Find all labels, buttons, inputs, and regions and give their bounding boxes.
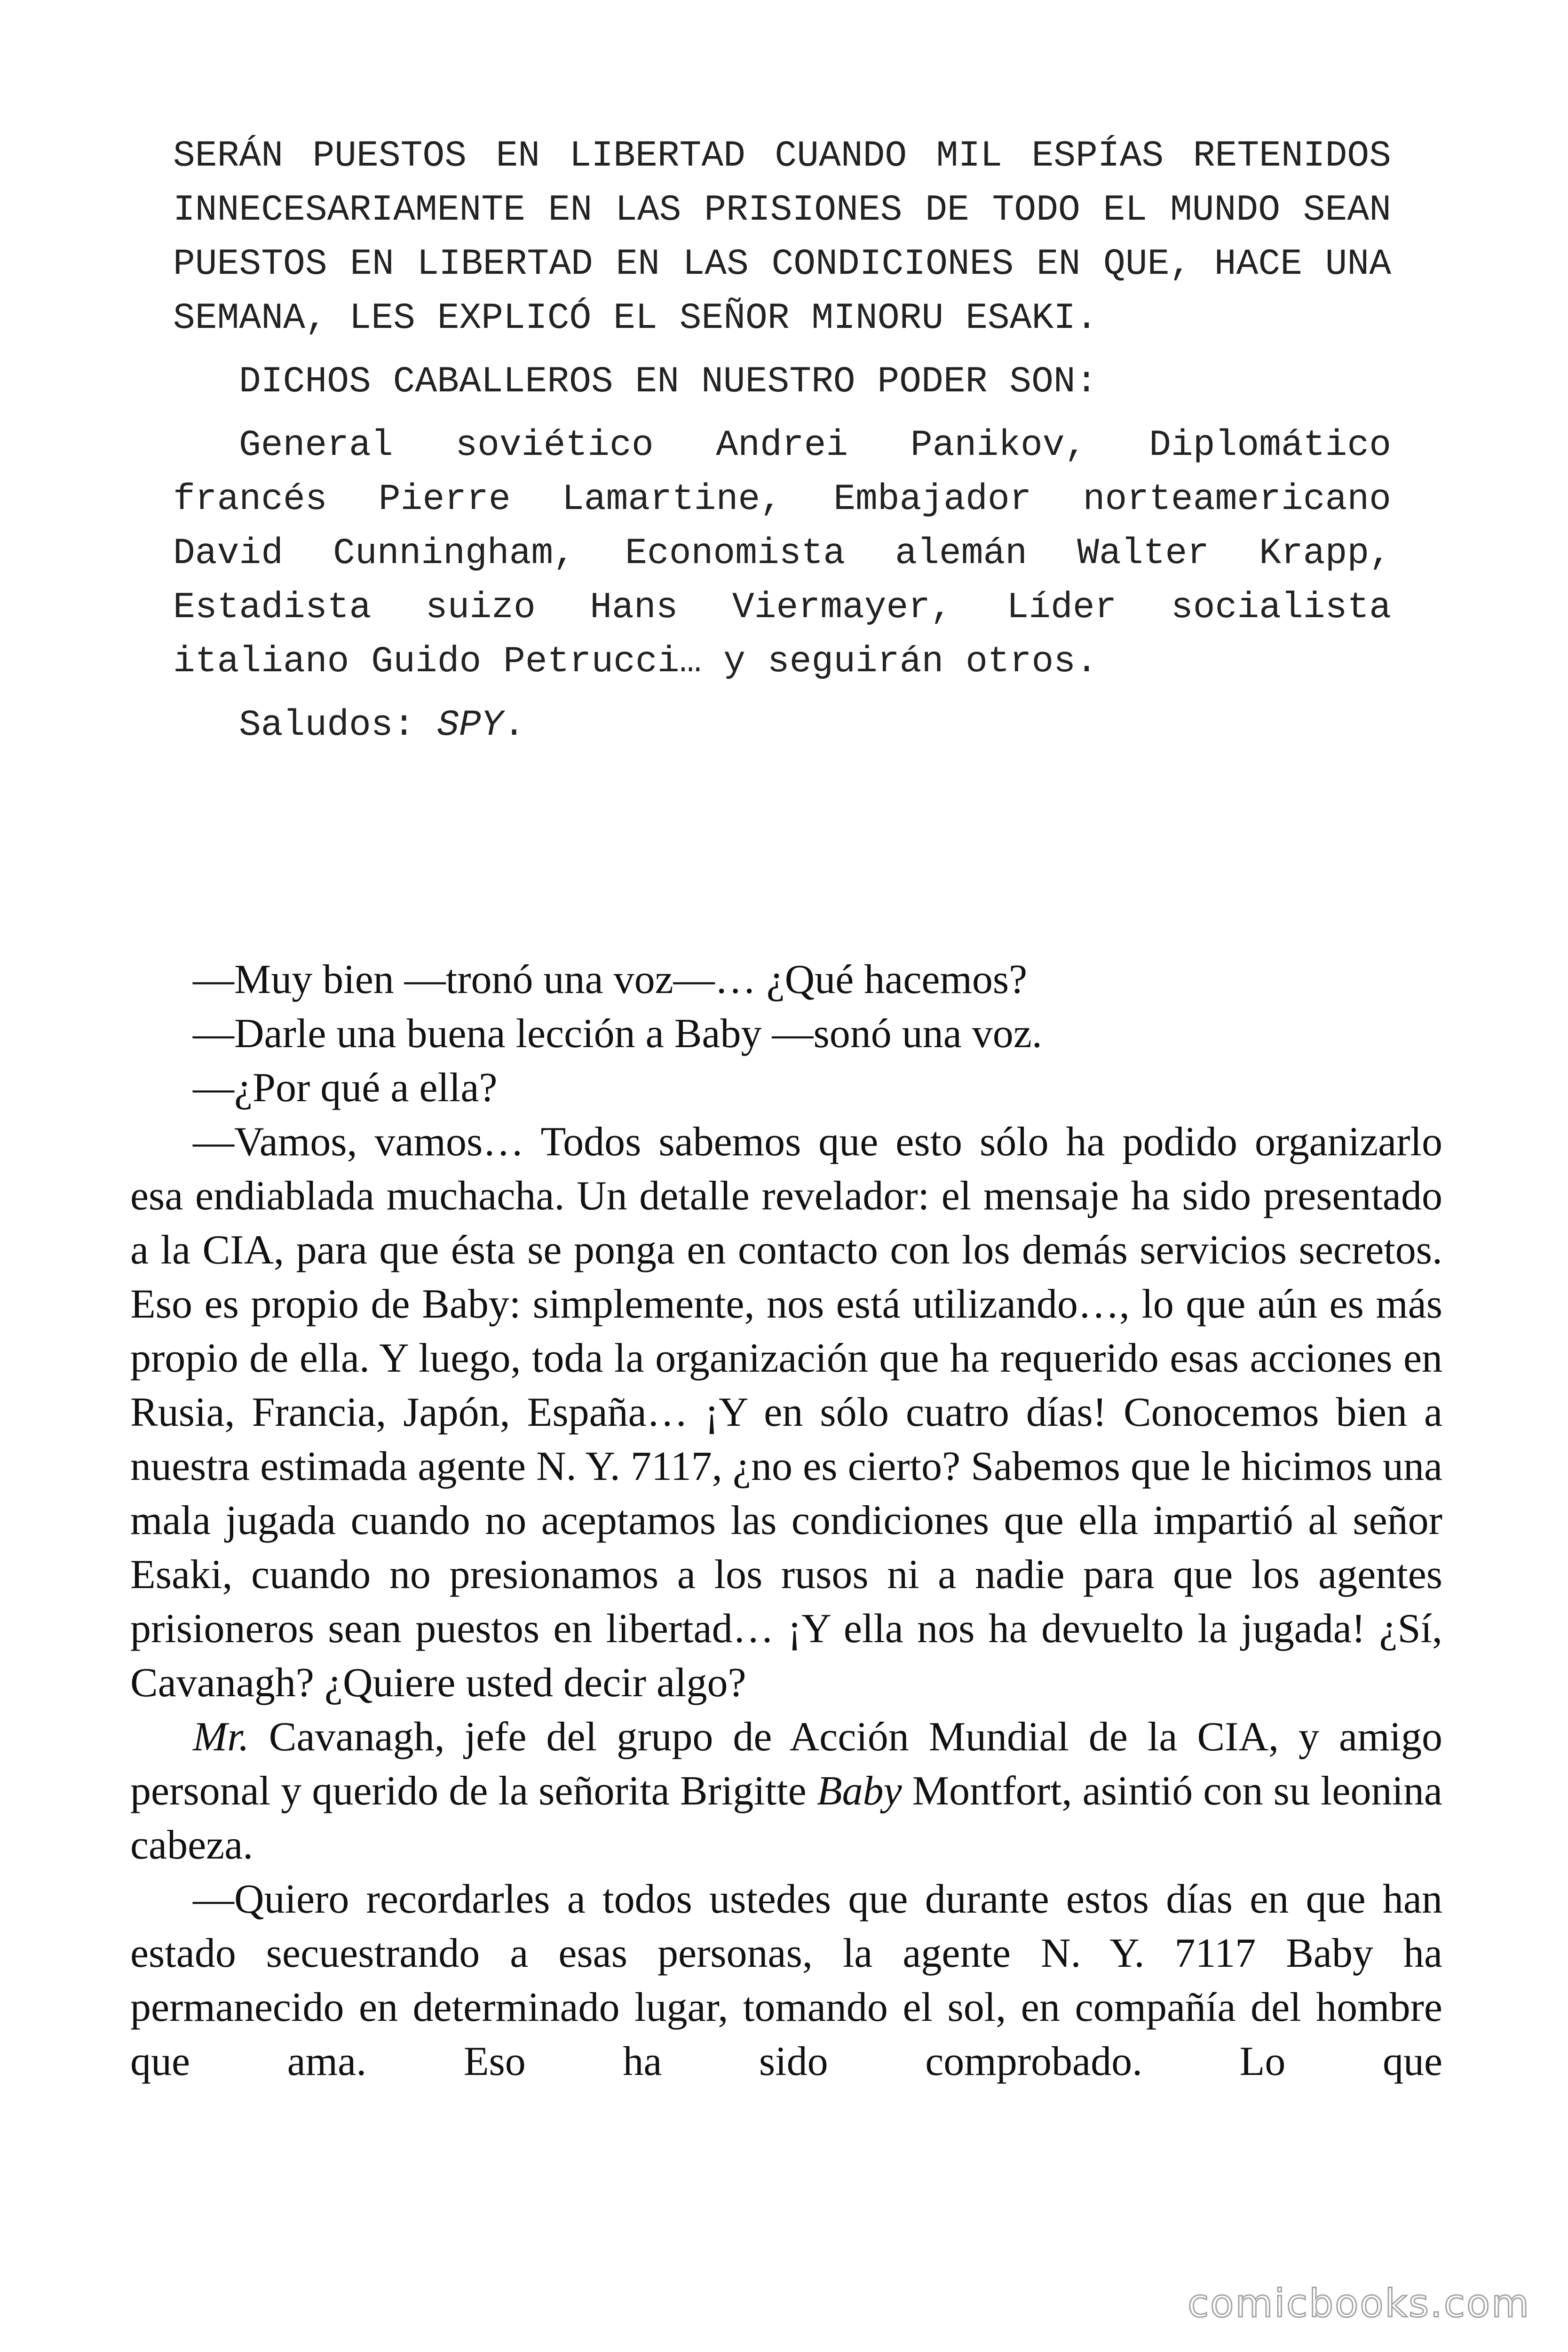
signature-suffix: . [503,705,525,746]
signature-prefix: Saludos: [239,705,437,746]
dialogue-paragraph: —Vamos, vamos… Todos sabemos que esto sólo ha podido organizarlo esa endiablada muchacha. Un detalle revelador: el mensaje ha sido presentado a la CIA, para que ésta se ponga en contacto con los demás servicios secretos. Eso es propio de Baby: simplemente, nos está utilizando…, lo que aún es más propio de ella. Y luego, toda la organización que ha requerido esas acciones en Rusia, Francia, Japón, España… ¡Y en sólo cuatro días! Conocemos bien a nuestra estimada agente N. Y. 7117, ¿no es cierto? Sabemos que le hicimos una mala jugada cuando no aceptamos las condiciones que ella impartió al señor Esaki, cuando no presionamos a los rusos ni a nadie para que los agentes prisioneros sean puestos en libertad… ¡Y ella nos ha devuelto la jugada! ¿Sí, Cavanagh? ¿Quiere usted decir algo? [130,1119,1442,1706]
telegram-paragraph: General soviético Andrei Panikov, Diplomático francés Pierre Lamartine, Embajador norteamericano David Cunningham, Economista alemán Walter Krapp, Estadista suizo Hans Viermayer, Líder socialista italiano Guido Petrucci… y seguirán otros. [173,425,1391,683]
telegram-block [173,129,1391,753]
italic-mr: Mr. [193,1714,249,1760]
dialogue-paragraph: —Darle una buena lección a Baby —sonó una voz. [193,1011,1042,1057]
dialogue-paragraph: —Quiero recordarles a todos ustedes que durante estos días en que han estado secuestrando a esas personas, la agente N. Y. 7117 Baby ha permanecido en determinado lugar, tomando el sol, en compañía del hombre que ama. Eso ha sido comprobado. Lo que [130,1876,1442,2084]
text-run: Cavanagh, jefe del grupo de Acción Mundial de la CIA, y amigo personal y querido de la señorita Brigitte [130,1714,1442,1814]
dialogue-paragraph: —Muy bien —tronó una voz—… ¿Qué hacemos? [193,957,1028,1002]
dialogue-paragraph: —¿Por qué a ella? [193,1065,498,1111]
telegram-paragraph: SERÁN PUESTOS EN LIBERTAD CUANDO MIL ESPÍAS RETENIDOS INNECESARIAMENTE EN LAS PRISIONES DE TODO EL MUNDO SEAN PUESTOS EN LIBERTAD EN LAS CONDICIONES EN QUE, HACE UNA SEMANA, LES EXPLICÓ EL SEÑOR MINORU ESAKI. [173,135,1391,339]
italic-baby: Baby [816,1768,902,1814]
telegram-signature [173,699,1391,753]
watermark: comicbooks.com [1188,2281,1530,2326]
signature-name: SPY [437,705,503,746]
telegram-paragraph: DICHOS CABALLEROS EN NUESTRO PODER SON: [239,361,1098,403]
text-run: Montfort, asintió con su leonina cabeza. [130,1768,1442,1868]
narrative-paragraph [130,1710,1442,1872]
narrative-block [130,953,1442,2089]
